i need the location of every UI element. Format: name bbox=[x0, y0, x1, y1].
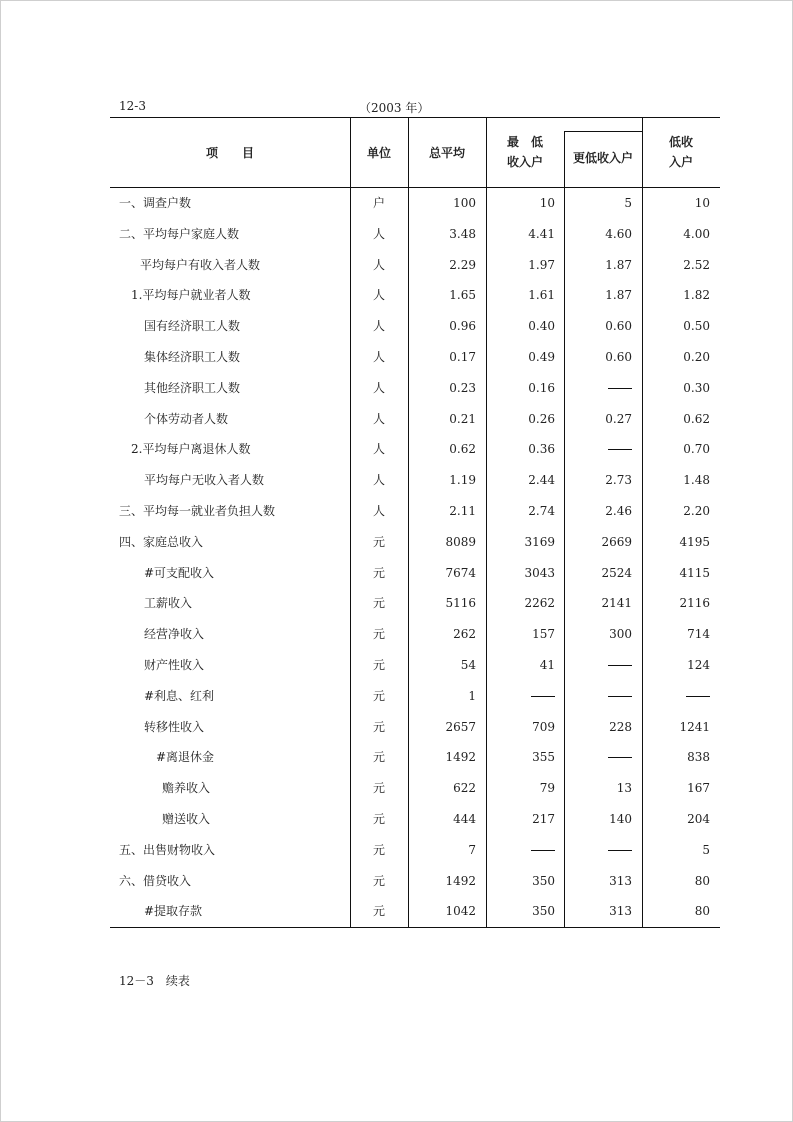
table-top-rule bbox=[110, 117, 720, 118]
row-value: 3169 bbox=[524, 534, 555, 549]
row-label: 四、家庭总收入 bbox=[119, 534, 204, 549]
row-value: 838 bbox=[687, 750, 710, 765]
table-row bbox=[110, 558, 720, 589]
row-value: 79 bbox=[539, 781, 555, 796]
row-value: 2.11 bbox=[449, 504, 476, 518]
row-unit: 人 bbox=[372, 380, 385, 395]
row-value: 2141 bbox=[601, 596, 632, 611]
row-label: 赠送收入 bbox=[162, 812, 211, 826]
row-label: 六、借贷收入 bbox=[119, 873, 192, 888]
empty-dash bbox=[531, 681, 555, 712]
row-value: 0.30 bbox=[683, 380, 710, 395]
row-label: 经营净收入 bbox=[144, 627, 205, 642]
table-row bbox=[110, 404, 720, 435]
table-row bbox=[110, 835, 720, 866]
row-value: 1.82 bbox=[683, 288, 710, 303]
row-label: 转移性收入 bbox=[144, 719, 205, 734]
row-value: 714 bbox=[687, 627, 710, 642]
row-value: 709 bbox=[532, 719, 555, 734]
row-value: 622 bbox=[453, 781, 476, 796]
row-unit: 元 bbox=[372, 627, 385, 642]
row-value: 2.20 bbox=[683, 504, 710, 518]
row-label: 五、出售财物收入 bbox=[119, 842, 216, 857]
row-value: 1042 bbox=[445, 904, 476, 919]
row-unit: 元 bbox=[372, 565, 385, 580]
row-value: 0.62 bbox=[449, 442, 476, 457]
row-value: 167 bbox=[687, 781, 710, 796]
dash-mark bbox=[608, 449, 632, 450]
header-low-line1: 低收 bbox=[668, 135, 693, 149]
row-value: 0.26 bbox=[528, 411, 555, 426]
row-value: 1241 bbox=[679, 719, 710, 734]
row-value: 157 bbox=[532, 627, 555, 642]
continuation-label: 12－3 续表 bbox=[119, 974, 190, 988]
row-value: 5116 bbox=[445, 596, 476, 611]
empty-dash bbox=[608, 373, 632, 404]
row-value: 2669 bbox=[601, 534, 632, 549]
dash-mark bbox=[608, 388, 632, 389]
row-label: 财产性收入 bbox=[144, 658, 205, 672]
row-value: 4.60 bbox=[605, 226, 632, 241]
header-divider bbox=[564, 131, 642, 132]
row-unit: 人 bbox=[372, 504, 385, 518]
dash-mark bbox=[531, 850, 555, 851]
row-unit: 人 bbox=[372, 257, 385, 272]
table-row bbox=[110, 650, 720, 681]
row-label: 一、调查户数 bbox=[119, 196, 192, 210]
row-value: 2116 bbox=[679, 596, 710, 611]
empty-dash bbox=[608, 434, 632, 465]
row-value: 80 bbox=[694, 873, 710, 888]
row-value: 2.44 bbox=[528, 473, 555, 488]
table-row bbox=[110, 496, 720, 527]
empty-dash bbox=[608, 742, 632, 773]
empty-dash bbox=[608, 650, 632, 681]
dash-mark bbox=[531, 696, 555, 697]
table-row bbox=[110, 619, 720, 650]
row-value: 0.60 bbox=[605, 319, 632, 334]
table-row bbox=[110, 373, 720, 404]
row-value: 0.60 bbox=[605, 350, 632, 364]
row-value: 5 bbox=[702, 842, 710, 857]
row-value: 10 bbox=[539, 196, 555, 210]
row-unit: 元 bbox=[372, 812, 385, 826]
row-value: 1.97 bbox=[528, 257, 555, 272]
row-unit: 元 bbox=[372, 658, 385, 672]
row-value: 4195 bbox=[679, 534, 710, 549]
dash-mark bbox=[608, 665, 632, 666]
row-value: 1492 bbox=[445, 873, 476, 888]
row-label: 2.平均每户离退休人数 bbox=[131, 442, 251, 457]
row-value: 7 bbox=[468, 842, 476, 857]
row-unit: 人 bbox=[372, 350, 385, 364]
row-value: 0.16 bbox=[528, 380, 555, 395]
table-row bbox=[110, 250, 720, 281]
table-row bbox=[110, 866, 720, 897]
row-unit: 人 bbox=[372, 442, 385, 457]
row-label: 平均每户有收入者人数 bbox=[140, 257, 261, 272]
row-value: 7674 bbox=[445, 565, 476, 580]
row-value: 140 bbox=[609, 812, 632, 826]
row-value: 0.17 bbox=[449, 350, 476, 364]
row-label: 集体经济职工人数 bbox=[144, 350, 241, 364]
row-unit: 元 bbox=[372, 904, 385, 919]
row-unit: 元 bbox=[372, 534, 385, 549]
row-value: 444 bbox=[453, 812, 476, 826]
dash-mark bbox=[608, 696, 632, 697]
header-lowest-line1: 最 低 bbox=[506, 135, 543, 149]
row-label: #离退休金 bbox=[156, 750, 215, 765]
table-row bbox=[110, 219, 720, 250]
table-row bbox=[110, 434, 720, 465]
row-value: 0.27 bbox=[605, 411, 632, 426]
row-unit: 人 bbox=[372, 411, 385, 426]
row-value: 355 bbox=[532, 750, 555, 765]
header-average: 总平均 bbox=[428, 146, 465, 160]
row-label: 赡养收入 bbox=[162, 781, 211, 796]
row-value: 0.23 bbox=[449, 380, 476, 395]
table-row bbox=[110, 342, 720, 373]
header-unit: 单位 bbox=[366, 146, 391, 160]
row-value: 1 bbox=[468, 688, 476, 703]
row-value: 0.36 bbox=[528, 442, 555, 457]
row-value: 262 bbox=[453, 627, 476, 642]
dash-mark bbox=[608, 850, 632, 851]
row-value: 2.74 bbox=[528, 504, 555, 518]
row-label: 国有经济职工人数 bbox=[144, 319, 241, 334]
row-value: 2.29 bbox=[449, 257, 476, 272]
row-label: #提取存款 bbox=[144, 904, 203, 919]
table-year: （2003 年） bbox=[359, 101, 430, 115]
row-unit: 元 bbox=[372, 750, 385, 765]
row-value: 350 bbox=[532, 904, 555, 919]
row-unit: 人 bbox=[372, 319, 385, 334]
row-value: 0.50 bbox=[683, 319, 710, 334]
row-value: 3043 bbox=[524, 565, 555, 580]
row-label: #可支配收入 bbox=[144, 565, 215, 580]
table-row bbox=[110, 588, 720, 619]
empty-dash bbox=[531, 835, 555, 866]
row-unit: 户 bbox=[372, 196, 385, 210]
row-value: 4.00 bbox=[683, 226, 710, 241]
row-value: 1.61 bbox=[528, 288, 555, 303]
row-value: 124 bbox=[687, 658, 710, 672]
table-row bbox=[110, 712, 720, 743]
row-value: 1492 bbox=[445, 750, 476, 765]
empty-dash bbox=[608, 835, 632, 866]
row-unit: 元 bbox=[372, 873, 385, 888]
row-unit: 人 bbox=[372, 226, 385, 241]
row-value: 350 bbox=[532, 873, 555, 888]
empty-dash bbox=[608, 681, 632, 712]
table-row bbox=[110, 465, 720, 496]
row-value: 54 bbox=[460, 658, 476, 672]
row-label: 1.平均每户就业者人数 bbox=[131, 288, 251, 303]
row-value: 0.62 bbox=[683, 411, 710, 426]
row-value: 1.65 bbox=[449, 288, 476, 303]
empty-dash bbox=[686, 681, 710, 712]
row-label: 其他经济职工人数 bbox=[144, 380, 241, 395]
row-value: 2.52 bbox=[683, 257, 710, 272]
row-label: 二、平均每户家庭人数 bbox=[119, 226, 240, 241]
row-value: 2524 bbox=[601, 565, 632, 580]
row-value: 1.19 bbox=[449, 473, 476, 488]
row-value: 0.70 bbox=[683, 442, 710, 457]
row-value: 5 bbox=[624, 196, 632, 210]
table-row bbox=[110, 681, 720, 712]
row-value: 204 bbox=[687, 812, 710, 826]
table-row bbox=[110, 896, 720, 927]
row-label: 平均每户无收入者人数 bbox=[144, 473, 265, 488]
table-row bbox=[110, 742, 720, 773]
dash-mark bbox=[686, 696, 710, 697]
row-value: 313 bbox=[609, 904, 632, 919]
table-row bbox=[110, 527, 720, 558]
row-value: 2657 bbox=[445, 719, 476, 734]
table-row bbox=[110, 280, 720, 311]
row-value: 0.20 bbox=[683, 350, 710, 364]
row-label: 个体劳动者人数 bbox=[144, 411, 229, 426]
row-value: 1.87 bbox=[605, 257, 632, 272]
row-value: 8089 bbox=[445, 534, 476, 549]
row-value: 2.73 bbox=[605, 473, 632, 488]
table-row bbox=[110, 188, 720, 219]
row-value: 10 bbox=[694, 196, 710, 210]
table-row bbox=[110, 773, 720, 804]
dash-mark bbox=[608, 757, 632, 758]
header-lowest-line2: 收入户 bbox=[506, 155, 543, 169]
row-value: 1.87 bbox=[605, 288, 632, 303]
row-value: 2.46 bbox=[605, 504, 632, 518]
table-row bbox=[110, 311, 720, 342]
row-value: 300 bbox=[609, 627, 632, 642]
row-value: 41 bbox=[539, 658, 555, 672]
row-unit: 元 bbox=[372, 688, 385, 703]
row-unit: 人 bbox=[372, 288, 385, 303]
row-label: #利息、红利 bbox=[144, 688, 215, 703]
row-value: 3.48 bbox=[449, 226, 476, 241]
row-value: 0.21 bbox=[449, 411, 476, 426]
row-value: 313 bbox=[609, 873, 632, 888]
row-value: 13 bbox=[616, 781, 632, 796]
row-unit: 元 bbox=[372, 596, 385, 611]
row-unit: 元 bbox=[372, 719, 385, 734]
row-value: 4.41 bbox=[528, 226, 555, 241]
table-row bbox=[110, 804, 720, 835]
row-value: 217 bbox=[532, 812, 555, 826]
row-label: 三、平均每一就业者负担人数 bbox=[119, 504, 276, 518]
header-lower: 更低收入户 bbox=[572, 151, 633, 165]
row-label: 工薪收入 bbox=[144, 596, 193, 611]
row-unit: 人 bbox=[372, 473, 385, 488]
row-value: 100 bbox=[453, 196, 476, 210]
row-unit: 元 bbox=[372, 842, 385, 857]
row-value: 1.48 bbox=[683, 473, 710, 488]
header-item: 项 目 bbox=[205, 146, 254, 160]
row-value: 0.96 bbox=[449, 319, 476, 334]
row-value: 4115 bbox=[679, 565, 710, 580]
row-value: 2262 bbox=[524, 596, 555, 611]
table-number: 12-3 bbox=[119, 99, 146, 113]
row-value: 80 bbox=[694, 904, 710, 919]
row-unit: 元 bbox=[372, 781, 385, 796]
header-low-line2: 入户 bbox=[668, 155, 693, 169]
row-value: 228 bbox=[609, 719, 632, 734]
row-value: 0.40 bbox=[528, 319, 555, 334]
row-value: 0.49 bbox=[528, 350, 555, 364]
